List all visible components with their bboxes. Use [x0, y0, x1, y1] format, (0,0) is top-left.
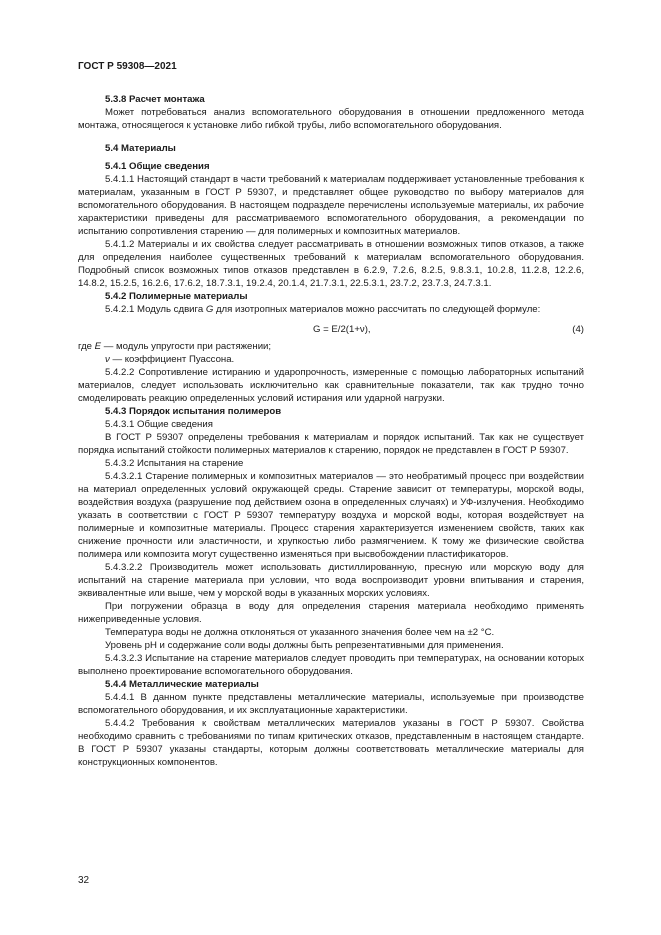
paragraph-5-4-3-2-2: 5.4.3.2.2 Производитель может использовать дистиллированную, пресную или морскую воду для испытаний на старение материала при условии, что вода воспроизводит уровни впитывания и старения, эквивалентные или выше, чем у морской воды в указанных морских условиях. — [78, 562, 584, 599]
formula-row — [78, 323, 584, 336]
paragraph-5-4-4-1: 5.4.4.1 В данном пункте представлены металлические материалы, используемые при производстве вспомогательного оборудования, и их эксплуатационные характеристики. — [78, 692, 584, 716]
page-number: 32 — [78, 875, 90, 886]
document-header: ГОСТ Р 59308—2021 — [78, 61, 177, 72]
formula-number: (4) — [572, 324, 584, 335]
paragraph-ph: Уровень pH и содержание соли воды должны быть репрезентативными для применения. — [105, 640, 504, 651]
section-5-4-3-1-heading: 5.4.3.1 Общие сведения — [105, 419, 213, 430]
document-body — [78, 93, 584, 769]
shear-modulus-symbol: G — [205, 304, 214, 315]
section-5-4-2-heading: 5.4.2 Полимерные материалы — [105, 291, 248, 302]
section-5-4-4-heading: 5.4.4 Металлические материалы — [105, 679, 259, 690]
legend-text-nu: — коэффициент Пуассона. — [109, 354, 235, 365]
formula-legend-e — [78, 340, 584, 353]
paragraph-5-4-1-2: 5.4.1.2 Материалы и их свойства следует рассматривать в отношении возможных типов отказов, а также для определения наиболее существенных требований к материалам вспомогательного оборудования. Подробный список возможных типов отказов представлен в 6.2.9, 7.2.6, 8.2.5, 9.8.3.1, 10.2.8, 11.2.8, 12.2.6, 14.8.2, 15.2.5, 16.2.6, 17.6.2, 18.7.3.1, 19.2.4, 20.1.4, 21.7.3.1, 22.5.3.1, 23.7.2, 23.7.3, 24.7.3.1. — [78, 239, 584, 289]
paragraph-5-4-4-2: 5.4.4.2 Требования к свойствам металлических материалов указаны в ГОСТ Р 59307. Свойства необходимо сравнить с требованиями по типам критических отказов, представленным в настоящем стандарте. В ГОСТ Р 59307 указаны стандарты, которым должны соответствовать металлические материалы для конструкционных компонентов. — [78, 718, 584, 768]
paragraph-5-4-2-2: 5.4.2.2 Сопротивление истиранию и ударопрочность, измеренные с помощью лабораторных испытаний материалов, следует использовать исключительно как сравнительные показатели, так как трудно точно смоделировать реакцию определенных условий истирания или ударной нагрузки. — [78, 367, 584, 404]
section-5-4-3-heading: 5.4.3 Порядок испытания полимеров — [105, 406, 282, 417]
paragraph-water-temp: Температура воды не должна отклоняться от указанного значения более чем на ±2 °С. — [105, 627, 495, 638]
legend-var-nu: ν — [105, 354, 110, 365]
paragraph-5-4-2-1 — [78, 303, 584, 316]
formula: G = E/2(1+ν), — [313, 324, 371, 335]
section-5-4-heading: 5.4 Материалы — [105, 143, 176, 154]
section-5-3-8-text: Может потребоваться анализ вспомогательного оборудования в отношении предложенного метода монтажа, относящегося к установке либо гибкой трубы, либо вспомогательного оборудования. — [78, 107, 584, 131]
paragraph-5-4-1-1: 5.4.1.1 Настоящий стандарт в части требований к материалам поддерживает установленные требования к материалам, указанным в ГОСТ Р 59307, и представляет общее руководство по выбору материалов для вспомогательного оборудования. В настоящем подразделе перечислены используемые материалы, их рабочие характеристики приведены для рассматриваемого вспомогательного оборудования, а рекомендации по испытанию сопротивления старению — для полимерных и композитных материалов. — [78, 174, 584, 237]
where-word: где — [78, 341, 95, 352]
paragraph-5-4-2-1-tail: для изотропных материалов можно рассчитать по следующей формуле: — [213, 304, 541, 315]
paragraph-5-4-2-1-text: 5.4.2.1 Модуль сдвига — [105, 304, 206, 315]
paragraph-5-4-3-1: В ГОСТ Р 59307 определены требования к материалам и порядок испытаний. Так как не существует порядка испытаний стойкости полимерных материалов к старению, порядок не представлен в ГОСТ Р 59307. — [78, 432, 584, 456]
section-5-4-1-heading: 5.4.1 Общие сведения — [105, 161, 210, 172]
paragraph-5-4-3-2-1: 5.4.3.2.1 Старение полимерных и композитных материалов — это необратимый процесс при воздействии на материал определенных условий окружающей среды. Старение зависит от температуры, морской воды, воздействия воздуха (разрушение под действием озона в определенных случаях) и УФ-излучения. Необходимо указать в соответствии с ГОСТ Р 59307 температуру воздуха и морской воды, которая воздействует на полимерные и композитные материалы. Процесс старения характеризуется изменением свойств, таких как снижение прочности или эластичности, и хрупкостью либо размягчением. К тому же физические свойства полимера или композита могут существенно изменяться при высвобождении пластификаторов. — [78, 471, 584, 560]
legend-text-e: — модуль упругости при растяжении; — [101, 341, 272, 352]
paragraph-immersion: При погружении образца в воду для определения старения материала необходимо применять нижеприведенные условия. — [78, 601, 584, 625]
section-5-3-8-heading: 5.3.8 Расчет монтажа — [105, 94, 205, 105]
formula-legend-nu — [105, 353, 584, 366]
section-5-4-3-2-heading: 5.4.3.2 Испытания на старение — [105, 458, 244, 469]
legend-var-e: E — [94, 341, 102, 352]
paragraph-5-4-3-2-3: 5.4.3.2.3 Испытание на старение материалов следует проводить при температурах, на основании которых выполнено проектирование вспомогательного оборудования. — [78, 653, 584, 677]
